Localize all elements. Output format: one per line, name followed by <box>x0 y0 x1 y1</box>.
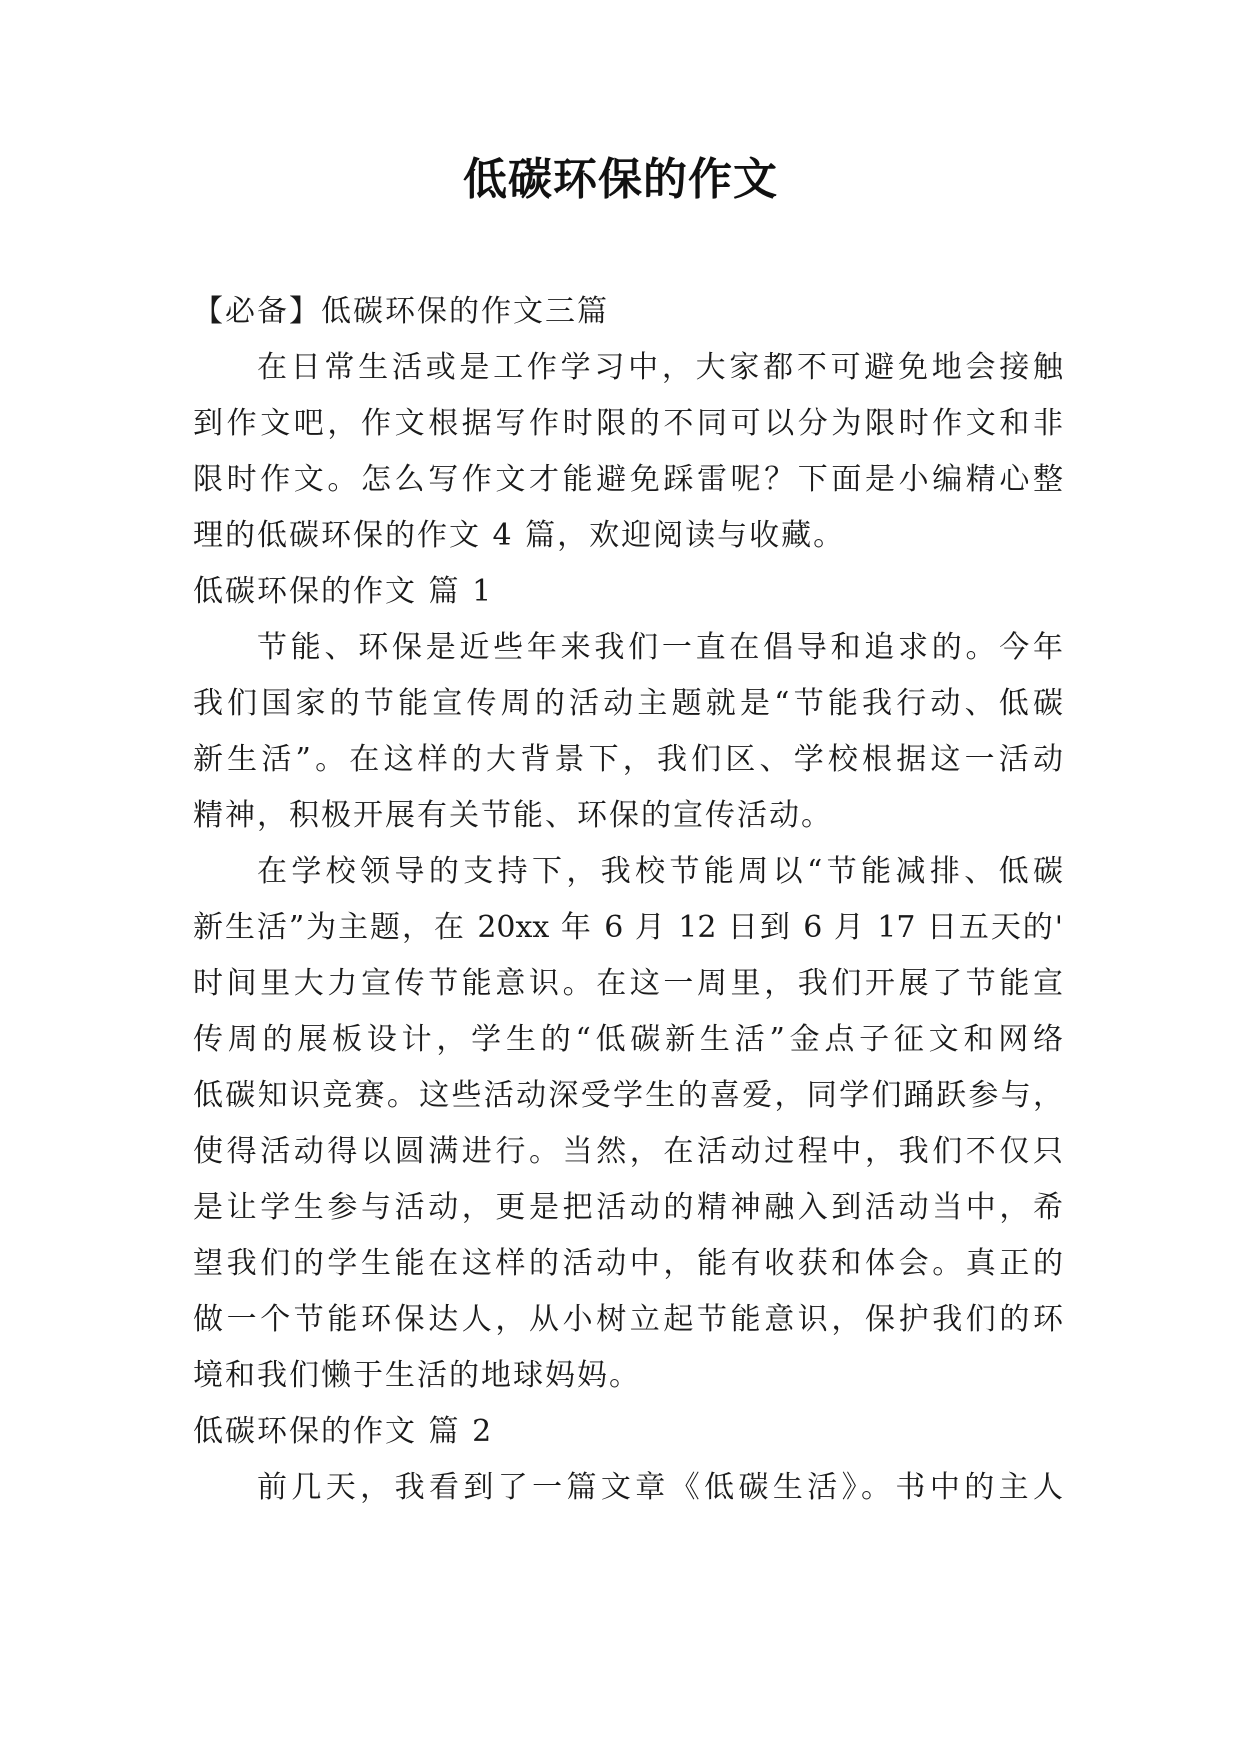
paragraph-line: 境和我们懒于生活的地球妈妈。 <box>193 1358 641 1393</box>
paragraph-line: 前几天，我看到了一篇文章《低碳生活》。书中的主人 <box>257 1470 1063 1505</box>
paragraph-line: 新生活”为主题，在 20xx 年 6 月 12 日到 6 月 17 日五天的' <box>193 910 1063 945</box>
paragraph-line: 使得活动得以圆满进行。当然，在活动过程中，我们不仅只 <box>193 1134 1063 1169</box>
document-body <box>193 284 1063 1516</box>
section-heading-1: 低碳环保的作文 篇 1 <box>193 574 494 609</box>
paragraph-line: 节能、环保是近些年来我们一直在倡导和追求的。今年 <box>257 630 1063 665</box>
paragraph-line: 低碳知识竞赛。这些活动深受学生的喜爱，同学们踊跃参与， <box>193 1078 1063 1113</box>
paragraph-line: 时间里大力宣传节能意识。在这一周里，我们开展了节能宣 <box>193 966 1063 1001</box>
paragraph-line: 传周的展板设计，学生的“低碳新生活”金点子征文和网络 <box>193 1022 1063 1057</box>
document-title: 低碳环保的作文 <box>463 154 778 205</box>
section-heading-2: 低碳环保的作文 篇 2 <box>193 1414 494 1449</box>
paragraph-line: 在学校领导的支持下，我校节能周以“节能减排、低碳 <box>257 854 1063 889</box>
paragraph-line: 到作文吧，作文根据写作时限的不同可以分为限时作文和非 <box>193 406 1063 441</box>
paragraph-line: 理的低碳环保的作文 4 篇，欢迎阅读与收藏。 <box>193 518 846 553</box>
paragraph-line: 精神，积极开展有关节能、环保的宣传活动。 <box>193 798 833 833</box>
subtitle-line: 【必备】低碳环保的作文三篇 <box>193 294 609 329</box>
paragraph-line: 是让学生参与活动，更是把活动的精神融入到活动当中，希 <box>193 1190 1063 1225</box>
paragraph-line: 在日常生活或是工作学习中，大家都不可避免地会接触 <box>257 350 1063 385</box>
paragraph-line: 做一个节能环保达人，从小树立起节能意识，保护我们的环 <box>193 1302 1063 1337</box>
paragraph-line: 新生活”。在这样的大背景下，我们区、学校根据这一活动 <box>193 742 1063 777</box>
paragraph-line: 我们国家的节能宣传周的活动主题就是“节能我行动、低碳 <box>193 686 1063 721</box>
paragraph-line: 限时作文。怎么写作文才能避免踩雷呢？下面是小编精心整 <box>193 462 1063 497</box>
paragraph-line: 望我们的学生能在这样的活动中，能有收获和体会。真正的 <box>193 1246 1063 1281</box>
